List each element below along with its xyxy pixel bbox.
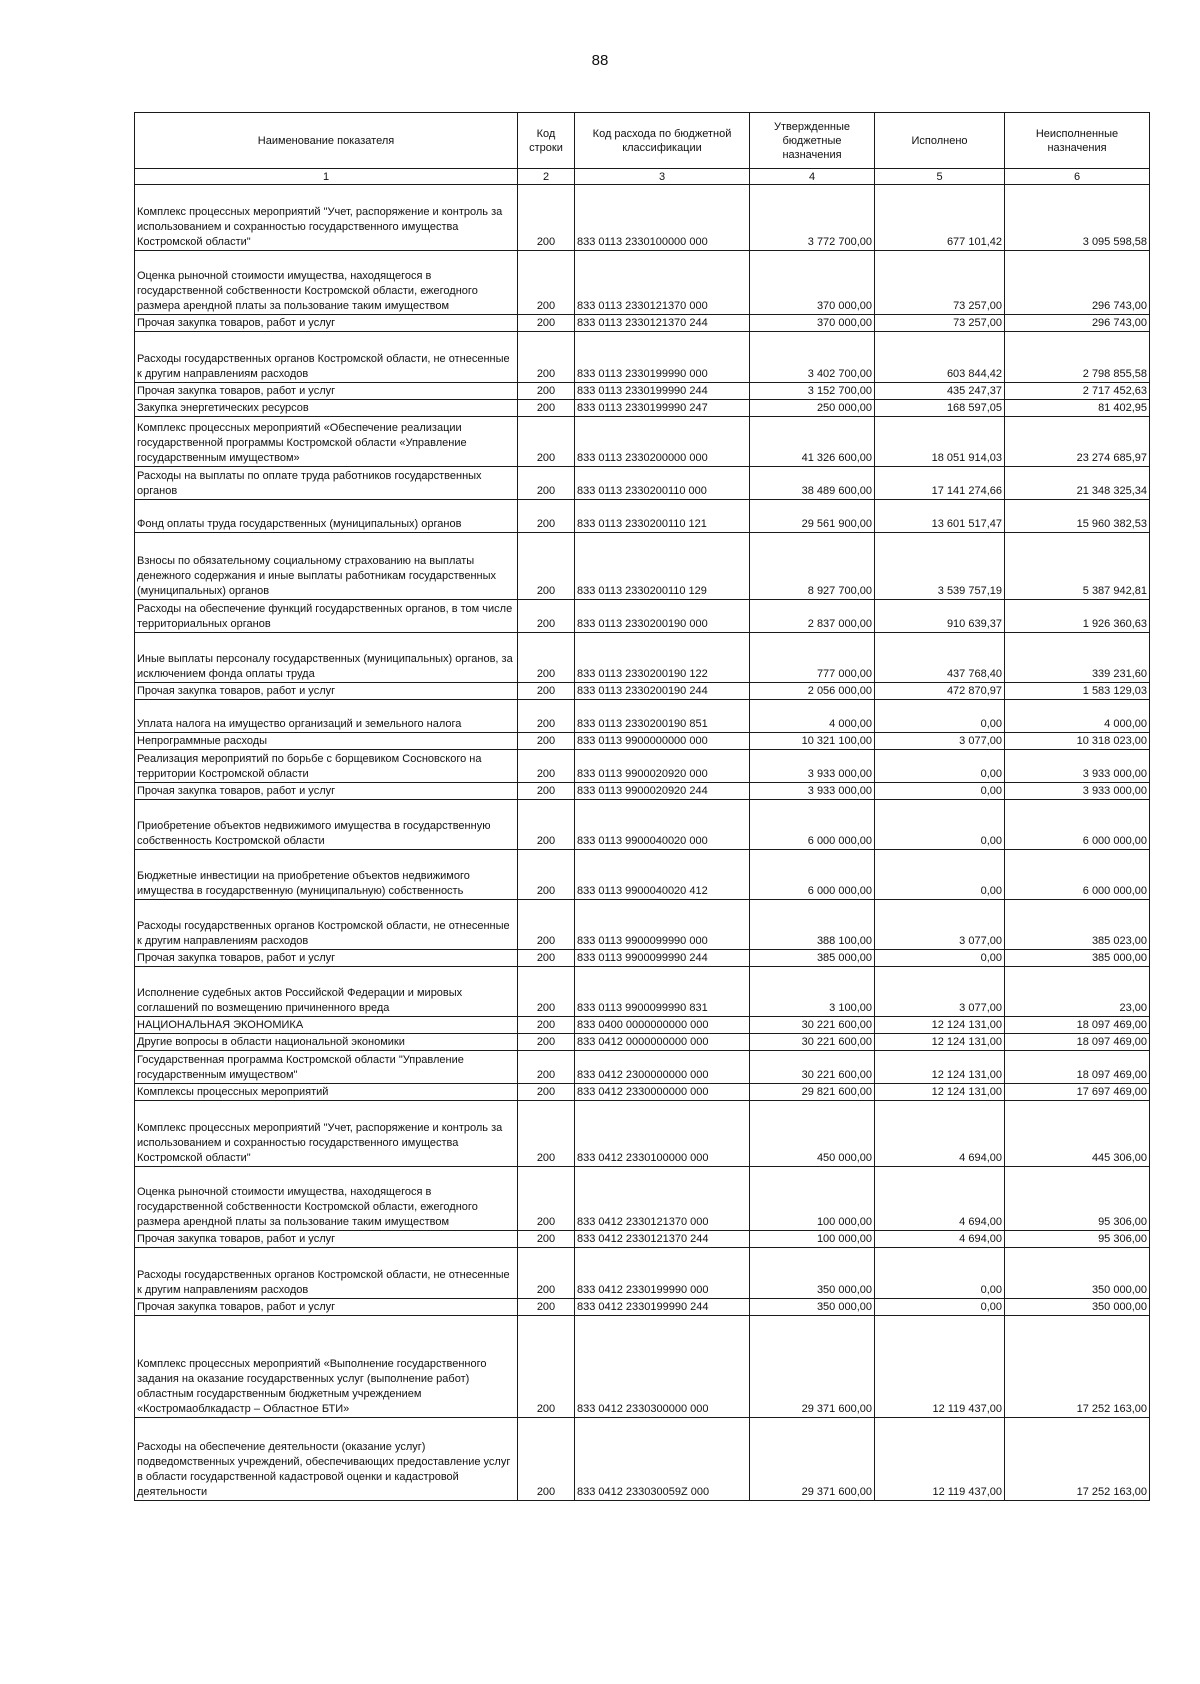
row-line-code: 200 bbox=[518, 533, 575, 600]
row-line-code: 200 bbox=[518, 750, 575, 783]
row-approved: 2 056 000,00 bbox=[750, 683, 875, 700]
row-budget-code: 833 0113 2330200190 122 bbox=[575, 633, 750, 683]
row-executed: 4 694,00 bbox=[875, 1167, 1005, 1231]
row-executed: 17 141 274,66 bbox=[875, 467, 1005, 500]
row-approved: 30 221 600,00 bbox=[750, 1017, 875, 1034]
row-approved: 10 321 100,00 bbox=[750, 733, 875, 750]
table-row bbox=[135, 1034, 1150, 1051]
row-name: Комплекс процессных мероприятий «Выполнение государственного задания на оказание государственных услуг (выполнение работ) областным государственным бюджетным учреждением «Костромаоблкадастр – Областное БТИ» bbox=[135, 1316, 518, 1418]
row-budget-code: 833 0400 0000000000 000 bbox=[575, 1017, 750, 1034]
row-budget-code: 833 0412 2330100000 000 bbox=[575, 1101, 750, 1167]
row-budget-code: 833 0412 2330199990 244 bbox=[575, 1299, 750, 1316]
row-line-code: 200 bbox=[518, 1316, 575, 1418]
column-header-approved: Утвержденные бюджетные назначения bbox=[750, 113, 875, 169]
row-executed: 0,00 bbox=[875, 1248, 1005, 1299]
row-name: Комплекс процессных мероприятий "Учет, распоряжение и контроль за использованием и сохранностью государственного имущества Костромской области" bbox=[135, 1101, 518, 1167]
column-number: 2 bbox=[518, 169, 575, 185]
table-row bbox=[135, 417, 1150, 467]
row-line-code: 200 bbox=[518, 600, 575, 633]
row-executed: 4 694,00 bbox=[875, 1231, 1005, 1248]
row-executed: 12 119 437,00 bbox=[875, 1418, 1005, 1501]
row-executed: 3 077,00 bbox=[875, 900, 1005, 950]
row-executed: 3 077,00 bbox=[875, 733, 1005, 750]
column-header-executed: Исполнено bbox=[875, 113, 1005, 169]
row-approved: 250 000,00 bbox=[750, 400, 875, 417]
row-line-code: 200 bbox=[518, 1051, 575, 1084]
row-unexecuted: 18 097 469,00 bbox=[1005, 1051, 1150, 1084]
row-name: Комплекс процессных мероприятий «Обеспечение реализации государственной программы Костромской области «Управление государственным имуществом» bbox=[135, 417, 518, 467]
table-row bbox=[135, 315, 1150, 332]
row-approved: 30 221 600,00 bbox=[750, 1034, 875, 1051]
row-budget-code: 833 0113 2330199990 000 bbox=[575, 332, 750, 383]
row-budget-code: 833 0412 2330199990 000 bbox=[575, 1248, 750, 1299]
table-header-row bbox=[135, 113, 1150, 169]
row-approved: 29 371 600,00 bbox=[750, 1316, 875, 1418]
row-unexecuted: 23,00 bbox=[1005, 967, 1150, 1017]
row-unexecuted: 5 387 942,81 bbox=[1005, 533, 1150, 600]
row-executed: 12 119 437,00 bbox=[875, 1316, 1005, 1418]
row-line-code: 200 bbox=[518, 700, 575, 733]
row-unexecuted: 17 252 163,00 bbox=[1005, 1418, 1150, 1501]
row-budget-code: 833 0113 2330200110 121 bbox=[575, 500, 750, 533]
row-unexecuted: 15 960 382,53 bbox=[1005, 500, 1150, 533]
row-line-code: 200 bbox=[518, 1101, 575, 1167]
table-body bbox=[135, 185, 1150, 1501]
table-row bbox=[135, 1316, 1150, 1418]
row-executed: 0,00 bbox=[875, 1299, 1005, 1316]
row-approved: 385 000,00 bbox=[750, 950, 875, 967]
table-row bbox=[135, 1248, 1150, 1299]
row-budget-code: 833 0412 0000000000 000 bbox=[575, 1034, 750, 1051]
row-executed: 12 124 131,00 bbox=[875, 1034, 1005, 1051]
row-approved: 370 000,00 bbox=[750, 251, 875, 315]
table-row bbox=[135, 733, 1150, 750]
row-budget-code: 833 0113 2330200190 851 bbox=[575, 700, 750, 733]
table-row bbox=[135, 1051, 1150, 1084]
row-unexecuted: 3 095 598,58 bbox=[1005, 185, 1150, 251]
row-approved: 3 152 700,00 bbox=[750, 383, 875, 400]
table-row bbox=[135, 500, 1150, 533]
row-approved: 350 000,00 bbox=[750, 1299, 875, 1316]
row-line-code: 200 bbox=[518, 332, 575, 383]
row-name: Иные выплаты персоналу государственных (муниципальных) органов, за исключением фонда оплаты труда bbox=[135, 633, 518, 683]
row-executed: 0,00 bbox=[875, 850, 1005, 900]
row-unexecuted: 6 000 000,00 bbox=[1005, 800, 1150, 850]
row-executed: 0,00 bbox=[875, 800, 1005, 850]
column-number: 1 bbox=[135, 169, 518, 185]
budget-execution-table bbox=[134, 112, 1150, 1501]
row-budget-code: 833 0113 9900000000 000 bbox=[575, 733, 750, 750]
column-header-unexecuted: Неисполненные назначения bbox=[1005, 113, 1150, 169]
row-approved: 41 326 600,00 bbox=[750, 417, 875, 467]
row-unexecuted: 445 306,00 bbox=[1005, 1101, 1150, 1167]
row-approved: 450 000,00 bbox=[750, 1101, 875, 1167]
row-name: Расходы государственных органов Костромской области, не отнесенные к другим направлениям расходов bbox=[135, 1248, 518, 1299]
row-line-code: 200 bbox=[518, 683, 575, 700]
row-executed: 73 257,00 bbox=[875, 251, 1005, 315]
column-number: 5 bbox=[875, 169, 1005, 185]
row-executed: 0,00 bbox=[875, 700, 1005, 733]
row-approved: 29 821 600,00 bbox=[750, 1084, 875, 1101]
row-unexecuted: 385 023,00 bbox=[1005, 900, 1150, 950]
column-number-row bbox=[135, 169, 1150, 185]
row-executed: 677 101,42 bbox=[875, 185, 1005, 251]
row-approved: 29 371 600,00 bbox=[750, 1418, 875, 1501]
row-approved: 4 000,00 bbox=[750, 700, 875, 733]
row-unexecuted: 17 697 469,00 bbox=[1005, 1084, 1150, 1101]
row-line-code: 200 bbox=[518, 1418, 575, 1501]
row-budget-code: 833 0113 2330199990 244 bbox=[575, 383, 750, 400]
table-row bbox=[135, 967, 1150, 1017]
row-unexecuted: 350 000,00 bbox=[1005, 1299, 1150, 1316]
row-line-code: 200 bbox=[518, 1017, 575, 1034]
row-executed: 0,00 bbox=[875, 750, 1005, 783]
row-name: Комплекс процессных мероприятий "Учет, распоряжение и контроль за использованием и сохранностью государственного имущества Костромской области" bbox=[135, 185, 518, 251]
row-budget-code: 833 0113 9900020920 000 bbox=[575, 750, 750, 783]
row-executed: 435 247,37 bbox=[875, 383, 1005, 400]
row-executed: 603 844,42 bbox=[875, 332, 1005, 383]
row-unexecuted: 81 402,95 bbox=[1005, 400, 1150, 417]
table-row bbox=[135, 1231, 1150, 1248]
row-approved: 29 561 900,00 bbox=[750, 500, 875, 533]
table-row bbox=[135, 251, 1150, 315]
row-approved: 3 933 000,00 bbox=[750, 750, 875, 783]
row-approved: 100 000,00 bbox=[750, 1231, 875, 1248]
row-approved: 6 000 000,00 bbox=[750, 800, 875, 850]
row-budget-code: 833 0113 9900099990 244 bbox=[575, 950, 750, 967]
row-unexecuted: 2 717 452,63 bbox=[1005, 383, 1150, 400]
table-row bbox=[135, 750, 1150, 783]
row-name: Прочая закупка товаров, работ и услуг bbox=[135, 950, 518, 967]
row-approved: 30 221 600,00 bbox=[750, 1051, 875, 1084]
row-line-code: 200 bbox=[518, 1167, 575, 1231]
row-budget-code: 833 0113 9900040020 000 bbox=[575, 800, 750, 850]
row-executed: 3 077,00 bbox=[875, 967, 1005, 1017]
row-name: Комплексы процессных мероприятий bbox=[135, 1084, 518, 1101]
row-executed: 73 257,00 bbox=[875, 315, 1005, 332]
row-executed: 18 051 914,03 bbox=[875, 417, 1005, 467]
table-row bbox=[135, 633, 1150, 683]
row-line-code: 200 bbox=[518, 967, 575, 1017]
row-name: Приобретение объектов недвижимого имущества в государственную собственность Костромской области bbox=[135, 800, 518, 850]
table-row bbox=[135, 400, 1150, 417]
row-unexecuted: 23 274 685,97 bbox=[1005, 417, 1150, 467]
row-line-code: 200 bbox=[518, 383, 575, 400]
row-budget-code: 833 0113 9900099990 000 bbox=[575, 900, 750, 950]
row-executed: 13 601 517,47 bbox=[875, 500, 1005, 533]
table-row bbox=[135, 783, 1150, 800]
table-row bbox=[135, 533, 1150, 600]
row-budget-code: 833 0412 2330121370 000 bbox=[575, 1167, 750, 1231]
row-name: Прочая закупка товаров, работ и услуг bbox=[135, 1231, 518, 1248]
row-name: Расходы на обеспечение деятельности (оказание услуг) подведомственных учреждений, обеспечивающих предоставление услуг в области государственной кадастровой оценки и кадастровой деятельности bbox=[135, 1418, 518, 1501]
row-name: Закупка энергетических ресурсов bbox=[135, 400, 518, 417]
row-name: Оценка рыночной стоимости имущества, находящегося в государственной собственности Костромской области, ежегодного размера арендной платы за пользование таким имуществом bbox=[135, 1167, 518, 1231]
row-approved: 3 933 000,00 bbox=[750, 783, 875, 800]
row-budget-code: 833 0113 2330200110 000 bbox=[575, 467, 750, 500]
table-row bbox=[135, 683, 1150, 700]
row-line-code: 200 bbox=[518, 800, 575, 850]
row-unexecuted: 1 583 129,03 bbox=[1005, 683, 1150, 700]
table-row bbox=[135, 850, 1150, 900]
row-budget-code: 833 0113 2330200190 244 bbox=[575, 683, 750, 700]
row-line-code: 200 bbox=[518, 400, 575, 417]
column-header-name: Наименование показателя bbox=[135, 113, 518, 169]
row-unexecuted: 17 252 163,00 bbox=[1005, 1316, 1150, 1418]
row-name: Расходы на обеспечение функций государственных органов, в том числе территориальных органов bbox=[135, 600, 518, 633]
row-unexecuted: 4 000,00 bbox=[1005, 700, 1150, 733]
row-budget-code: 833 0113 9900020920 244 bbox=[575, 783, 750, 800]
table-row bbox=[135, 1418, 1150, 1501]
table-row bbox=[135, 700, 1150, 733]
row-approved: 3 772 700,00 bbox=[750, 185, 875, 251]
row-approved: 6 000 000,00 bbox=[750, 850, 875, 900]
table-row bbox=[135, 1101, 1150, 1167]
row-budget-code: 833 0113 2330200190 000 bbox=[575, 600, 750, 633]
row-line-code: 200 bbox=[518, 1299, 575, 1316]
row-executed: 437 768,40 bbox=[875, 633, 1005, 683]
row-name: Прочая закупка товаров, работ и услуг bbox=[135, 1299, 518, 1316]
row-unexecuted: 21 348 325,34 bbox=[1005, 467, 1150, 500]
row-unexecuted: 296 743,00 bbox=[1005, 251, 1150, 315]
row-unexecuted: 296 743,00 bbox=[1005, 315, 1150, 332]
row-name: Оценка рыночной стоимости имущества, находящегося в государственной собственности Костромской области, ежегодного размера арендной платы за пользование таким имуществом bbox=[135, 251, 518, 315]
row-unexecuted: 339 231,60 bbox=[1005, 633, 1150, 683]
column-header-line-code: Код строки bbox=[518, 113, 575, 169]
row-line-code: 200 bbox=[518, 783, 575, 800]
row-line-code: 200 bbox=[518, 1034, 575, 1051]
row-name: Прочая закупка товаров, работ и услуг bbox=[135, 315, 518, 332]
row-executed: 3 539 757,19 bbox=[875, 533, 1005, 600]
row-executed: 12 124 131,00 bbox=[875, 1051, 1005, 1084]
table-row bbox=[135, 1299, 1150, 1316]
row-budget-code: 833 0113 9900040020 412 bbox=[575, 850, 750, 900]
row-executed: 472 870,97 bbox=[875, 683, 1005, 700]
row-budget-code: 833 0113 2330121370 000 bbox=[575, 251, 750, 315]
row-unexecuted: 1 926 360,63 bbox=[1005, 600, 1150, 633]
row-line-code: 200 bbox=[518, 185, 575, 251]
table-row bbox=[135, 467, 1150, 500]
row-budget-code: 833 0412 2300000000 000 bbox=[575, 1051, 750, 1084]
table-row bbox=[135, 1084, 1150, 1101]
row-unexecuted: 10 318 023,00 bbox=[1005, 733, 1150, 750]
row-budget-code: 833 0113 2330199990 247 bbox=[575, 400, 750, 417]
row-unexecuted: 95 306,00 bbox=[1005, 1231, 1150, 1248]
row-unexecuted: 18 097 469,00 bbox=[1005, 1034, 1150, 1051]
page-number: 88 bbox=[591, 52, 609, 69]
row-approved: 370 000,00 bbox=[750, 315, 875, 332]
row-name: Взносы по обязательному социальному страхованию на выплаты денежного содержания и иные выплаты работникам государственных (муниципальных) органов bbox=[135, 533, 518, 600]
row-line-code: 200 bbox=[518, 251, 575, 315]
row-line-code: 200 bbox=[518, 1248, 575, 1299]
row-executed: 4 694,00 bbox=[875, 1101, 1005, 1167]
row-line-code: 200 bbox=[518, 900, 575, 950]
table-row bbox=[135, 900, 1150, 950]
row-name: Уплата налога на имущество организаций и земельного налога bbox=[135, 700, 518, 733]
row-line-code: 200 bbox=[518, 500, 575, 533]
row-unexecuted: 3 933 000,00 bbox=[1005, 783, 1150, 800]
row-name: Расходы на выплаты по оплате труда работников государственных органов bbox=[135, 467, 518, 500]
row-line-code: 200 bbox=[518, 417, 575, 467]
row-name: Другие вопросы в области национальной экономики bbox=[135, 1034, 518, 1051]
row-unexecuted: 6 000 000,00 bbox=[1005, 850, 1150, 900]
row-approved: 38 489 600,00 bbox=[750, 467, 875, 500]
row-approved: 2 837 000,00 bbox=[750, 600, 875, 633]
row-executed: 0,00 bbox=[875, 950, 1005, 967]
row-line-code: 200 bbox=[518, 950, 575, 967]
row-name: Расходы государственных органов Костромской области, не отнесенные к другим направлениям расходов bbox=[135, 332, 518, 383]
row-name: Непрограммные расходы bbox=[135, 733, 518, 750]
row-budget-code: 833 0113 2330200000 000 bbox=[575, 417, 750, 467]
row-approved: 350 000,00 bbox=[750, 1248, 875, 1299]
row-approved: 8 927 700,00 bbox=[750, 533, 875, 600]
row-executed: 0,00 bbox=[875, 783, 1005, 800]
row-unexecuted: 18 097 469,00 bbox=[1005, 1017, 1150, 1034]
table-row bbox=[135, 383, 1150, 400]
row-name: Прочая закупка товаров, работ и услуг bbox=[135, 383, 518, 400]
row-line-code: 200 bbox=[518, 467, 575, 500]
column-header-budget-code: Код расхода по бюджетной классификации bbox=[575, 113, 750, 169]
row-budget-code: 833 0113 2330121370 244 bbox=[575, 315, 750, 332]
row-executed: 12 124 131,00 bbox=[875, 1017, 1005, 1034]
row-line-code: 200 bbox=[518, 1084, 575, 1101]
row-approved: 388 100,00 bbox=[750, 900, 875, 950]
row-line-code: 200 bbox=[518, 633, 575, 683]
row-name: Исполнение судебных актов Российской Федерации и мировых соглашений по возмещению причиненного вреда bbox=[135, 967, 518, 1017]
column-number: 4 bbox=[750, 169, 875, 185]
row-unexecuted: 350 000,00 bbox=[1005, 1248, 1150, 1299]
table-row bbox=[135, 1017, 1150, 1034]
table-row bbox=[135, 185, 1150, 251]
row-name: НАЦИОНАЛЬНАЯ ЭКОНОМИКА bbox=[135, 1017, 518, 1034]
row-unexecuted: 385 000,00 bbox=[1005, 950, 1150, 967]
column-number: 3 bbox=[575, 169, 750, 185]
row-line-code: 200 bbox=[518, 850, 575, 900]
row-budget-code: 833 0113 2330200110 129 bbox=[575, 533, 750, 600]
row-name: Бюджетные инвестиции на приобретение объектов недвижимого имущества в государственную (муниципальную) собственность bbox=[135, 850, 518, 900]
row-line-code: 200 bbox=[518, 1231, 575, 1248]
row-unexecuted: 3 933 000,00 bbox=[1005, 750, 1150, 783]
row-unexecuted: 2 798 855,58 bbox=[1005, 332, 1150, 383]
row-budget-code: 833 0412 233030059Z 000 bbox=[575, 1418, 750, 1501]
column-number: 6 bbox=[1005, 169, 1150, 185]
row-name: Реализация мероприятий по борьбе с борщевиком Сосновского на территории Костромской области bbox=[135, 750, 518, 783]
table-row bbox=[135, 332, 1150, 383]
row-name: Государственная программа Костромской области "Управление государственным имуществом" bbox=[135, 1051, 518, 1084]
row-name: Фонд оплаты труда государственных (муниципальных) органов bbox=[135, 500, 518, 533]
row-name: Прочая закупка товаров, работ и услуг bbox=[135, 783, 518, 800]
row-line-code: 200 bbox=[518, 733, 575, 750]
row-executed: 910 639,37 bbox=[875, 600, 1005, 633]
row-approved: 3 100,00 bbox=[750, 967, 875, 1017]
row-budget-code: 833 0412 2330121370 244 bbox=[575, 1231, 750, 1248]
row-budget-code: 833 0412 2330300000 000 bbox=[575, 1316, 750, 1418]
row-executed: 12 124 131,00 bbox=[875, 1084, 1005, 1101]
table-row bbox=[135, 1167, 1150, 1231]
row-name: Расходы государственных органов Костромской области, не отнесенные к другим направлениям расходов bbox=[135, 900, 518, 950]
table-row bbox=[135, 950, 1150, 967]
row-budget-code: 833 0113 9900099990 831 bbox=[575, 967, 750, 1017]
row-budget-code: 833 0412 2330000000 000 bbox=[575, 1084, 750, 1101]
row-line-code: 200 bbox=[518, 315, 575, 332]
row-approved: 3 402 700,00 bbox=[750, 332, 875, 383]
table-row bbox=[135, 800, 1150, 850]
row-unexecuted: 95 306,00 bbox=[1005, 1167, 1150, 1231]
row-budget-code: 833 0113 2330100000 000 bbox=[575, 185, 750, 251]
row-name: Прочая закупка товаров, работ и услуг bbox=[135, 683, 518, 700]
row-approved: 100 000,00 bbox=[750, 1167, 875, 1231]
row-approved: 777 000,00 bbox=[750, 633, 875, 683]
row-executed: 168 597,05 bbox=[875, 400, 1005, 417]
table-row bbox=[135, 600, 1150, 633]
